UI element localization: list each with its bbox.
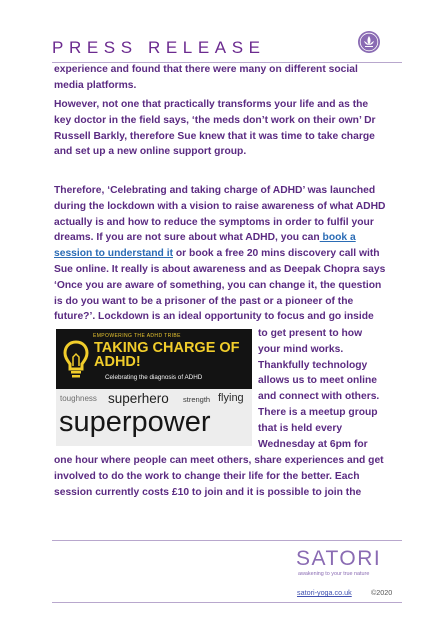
satori-logo: SATORI: [296, 547, 382, 570]
paragraph-3: [54, 183, 404, 325]
text-line: Russell Barkly, therefore Sue knew that it was time to take charge: [54, 130, 375, 142]
text-line: experience and found that there were many on different social: [54, 64, 358, 75]
banner-headline-line-1: TAKING CHARGE OF: [94, 340, 240, 356]
word-cloud-word: superhero: [108, 391, 169, 406]
word-cloud-word: toughness: [60, 394, 97, 403]
text-line: session currently costs £10 to join and it is possible to join the: [54, 486, 362, 498]
website-link[interactable]: satori-yoga.co.uk: [297, 588, 352, 597]
text-line: media platforms.: [54, 79, 137, 91]
text-line: one hour where people can meet others, share experiences and get: [54, 455, 384, 466]
text-line: future?’. Lockdown is an ideal opportunity to focus and go inside: [54, 311, 374, 323]
adhd-banner-image: [56, 329, 252, 446]
paragraph-2: [54, 97, 404, 160]
text-line: and connect with others.: [258, 391, 380, 403]
text-line: your mind works.: [258, 343, 344, 355]
word-cloud-word: strength: [183, 395, 211, 404]
text-line: [54, 246, 404, 262]
text-line: ‘Once you are aware of something, you can change it, the question: [54, 279, 382, 291]
banner-headline-line-2: ADHD!: [94, 354, 141, 370]
lotus-emblem-icon: [357, 30, 381, 54]
text-line: key doctor in the field says, ‘the meds don’t work on their own’ Dr: [54, 114, 376, 126]
text-line: Sue online. It really is about awareness and as Deepak Chopra says: [54, 263, 386, 275]
text-line: is do you want to be a prisoner of the past or a pioneer of the: [54, 295, 354, 307]
banner-headline: [94, 341, 240, 369]
text-line: [54, 230, 404, 246]
lightbulb-icon: [62, 338, 90, 380]
text-line: allows us to meet online: [258, 375, 378, 387]
text-line: and set up a new online support group.: [54, 146, 247, 158]
book-session-link[interactable]: book a: [319, 232, 356, 244]
text-line: actually is and how to reduce the symptoms in order to fulfil your: [54, 216, 374, 228]
banner-top: [56, 329, 252, 389]
text-line: to get present to how: [258, 328, 363, 339]
footer-bottom-rule: [52, 602, 402, 603]
banner-tagline: EMPOWERING THE ADHD TRIBE: [93, 333, 181, 339]
text-line: during the lockdown with a vision to raise awareness of what ADHD: [54, 200, 386, 212]
footer-tagline: awakening to your true nature: [298, 571, 370, 577]
page-title: PRESS RELEASE: [52, 38, 266, 57]
banner-subline: Celebrating the diagnosis of ADHD: [105, 374, 203, 381]
text-fragment: or book a free 20 mins discovery call with: [173, 248, 380, 260]
text-line: Thankfully technology: [258, 359, 368, 371]
text-line: Therefore, ‘Celebrating and taking charge of ADHD’ was launched: [54, 185, 376, 196]
footer-rule: [52, 540, 402, 541]
paragraph-3-tail: [54, 453, 404, 500]
paragraph-1: [54, 62, 404, 94]
paragraph-3-wrap: [258, 326, 408, 452]
text-line: However, not one that practically transforms your life and as the: [54, 99, 369, 110]
text-line: involved to do the work to change their life for the better. Each: [54, 470, 360, 482]
text-line: There is a meetup group: [258, 406, 378, 418]
text-fragment: dreams. If you are not sure about what ADHD, you can: [54, 232, 320, 244]
copyright-text: ©2020: [371, 588, 393, 597]
word-cloud-word: flying: [218, 392, 244, 404]
text-line: Wednesday at 6pm for: [258, 438, 368, 450]
book-session-link-continued[interactable]: session to understand it: [54, 248, 174, 260]
text-line: that is held every: [258, 422, 343, 434]
word-cloud-word: superpower: [59, 406, 211, 438]
word-cloud: [56, 389, 252, 446]
